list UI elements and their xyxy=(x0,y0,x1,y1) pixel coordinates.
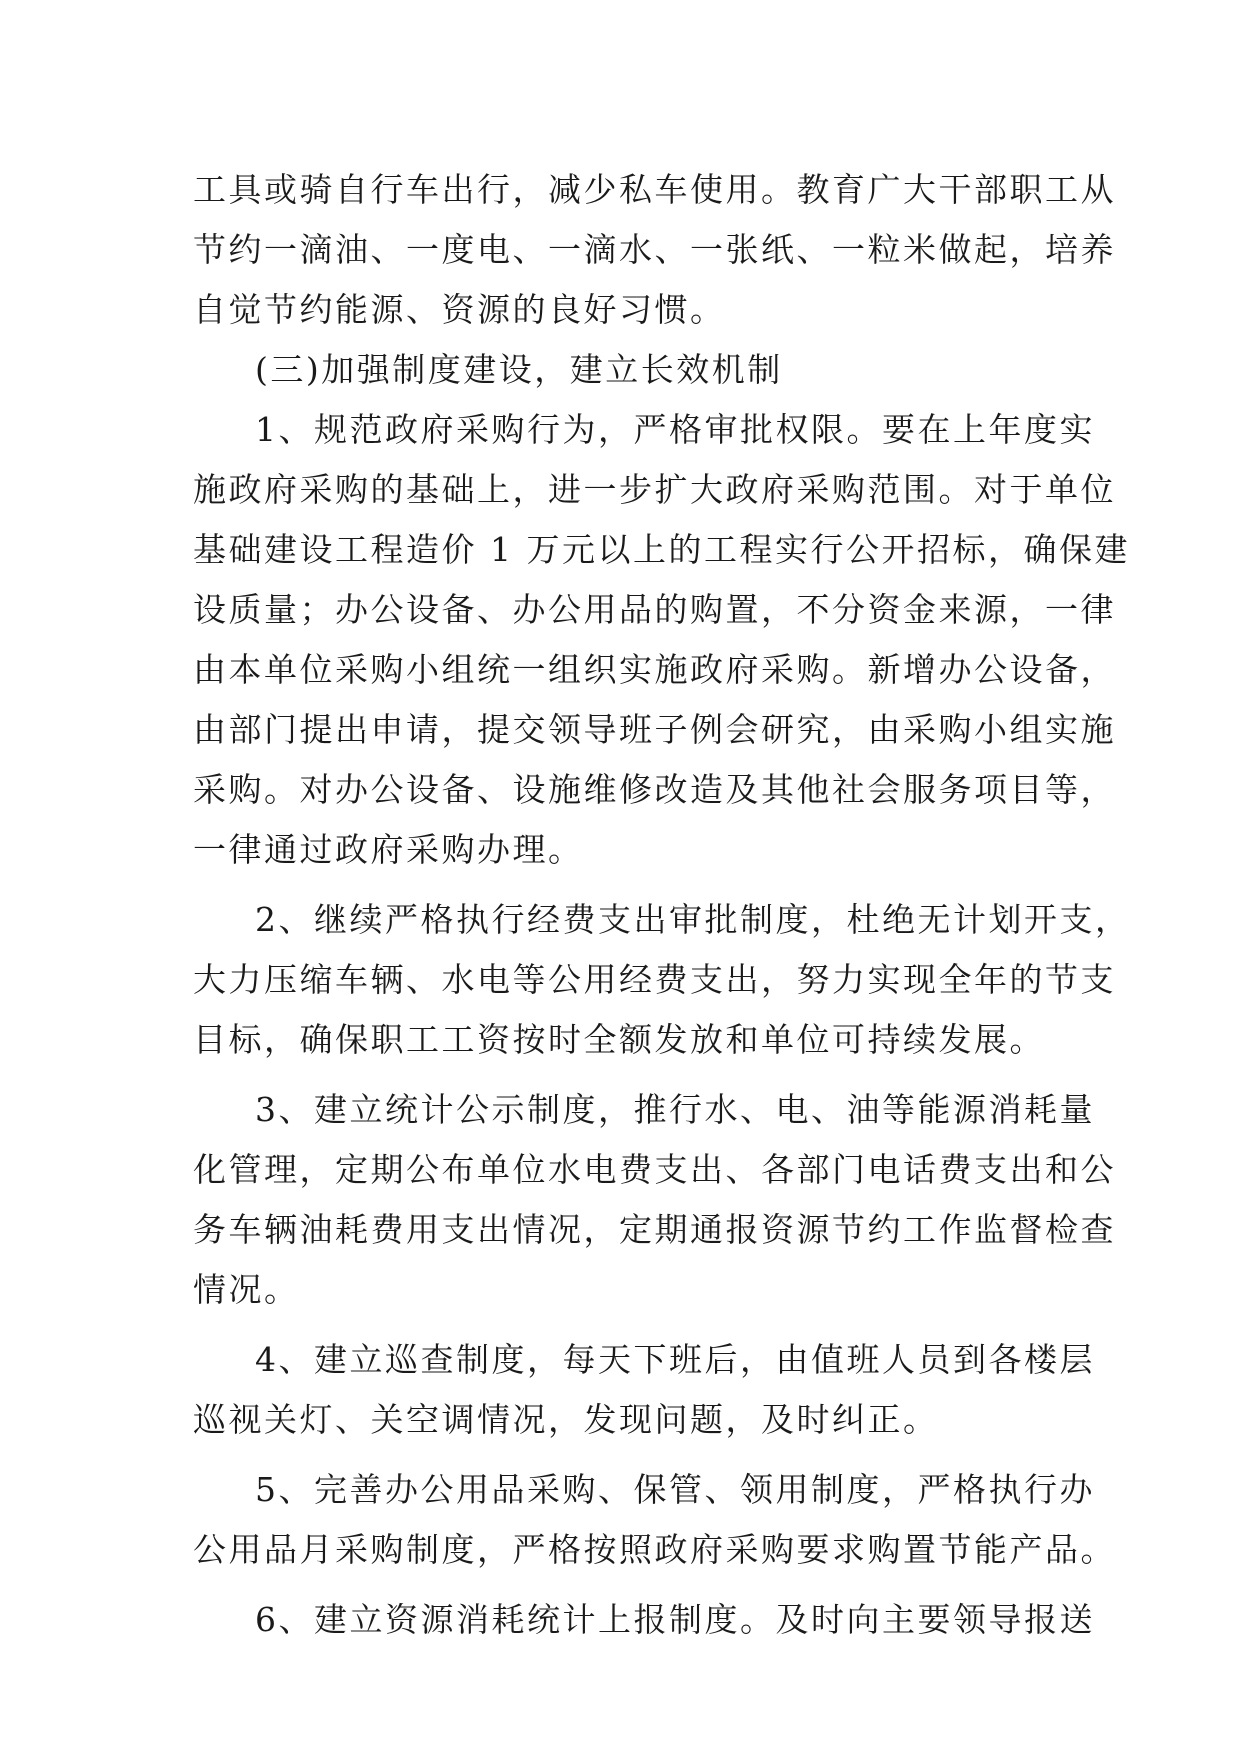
text-line: 4、建立巡查制度，每天下班后，由值班人员到各楼层 xyxy=(255,1340,1095,1379)
text-line: 施政府采购的基础上，进一步扩大政府采购范围。对于单位 xyxy=(193,470,1116,509)
text-line: 巡视关灯、关空调情况，发现问题，及时纠正。 xyxy=(193,1400,939,1439)
text-line: 2、继续严格执行经费支出审批制度，杜绝无计划开支， xyxy=(255,900,1131,939)
text-line: 采购。对办公设备、设施维修改造及其他社会服务项目等， xyxy=(193,770,1116,809)
document-body xyxy=(193,160,1131,1650)
text-line: 6、建立资源消耗统计上报制度。及时向主要领导报送 xyxy=(255,1600,1095,1639)
text-line: 5、完善办公用品采购、保管、领用制度，严格执行办 xyxy=(255,1470,1095,1509)
text-line: 目标，确保职工工资按时全额发放和单位可持续发展。 xyxy=(193,1020,1045,1059)
text-line: 情况。 xyxy=(193,1270,300,1309)
text-line: 3、建立统计公示制度，推行水、电、油等能源消耗量 xyxy=(255,1090,1095,1129)
text-line: 由本单位采购小组统一组织实施政府采购。新增办公设备， xyxy=(193,650,1116,689)
text-line: 由部门提出申请，提交领导班子例会研究，由采购小组实施 xyxy=(193,710,1116,749)
text-line: 设质量；办公设备、办公用品的购置，不分资金来源，一律 xyxy=(193,590,1116,629)
text-line: 大力压缩车辆、水电等公用经费支出，努力实现全年的节支 xyxy=(193,960,1116,999)
section-heading: (三)加强制度建设，建立长效机制 xyxy=(255,350,783,389)
text-line: 自觉节约能源、资源的良好习惯。 xyxy=(193,290,726,329)
text-line: 工具或骑自行车出行，减少私车使用。教育广大干部职工从 xyxy=(193,170,1116,209)
text-line: 公用品月采购制度，严格按照政府采购要求购置节能产品。 xyxy=(193,1530,1116,1569)
text-line: 1、规范政府采购行为，严格审批权限。要在上年度实 xyxy=(255,410,1095,449)
text-line: 一律通过政府采购办理。 xyxy=(193,830,584,869)
text-line: 务车辆油耗费用支出情况，定期通报资源节约工作监督检查 xyxy=(193,1210,1116,1249)
text-line: 节约一滴油、一度电、一滴水、一张纸、一粒米做起，培养 xyxy=(193,230,1116,269)
text-line: 化管理，定期公布单位水电费支出、各部门电话费支出和公 xyxy=(193,1150,1116,1189)
text-line: 基础建设工程造价 1 万元以上的工程实行公开招标，确保建 xyxy=(193,530,1130,569)
